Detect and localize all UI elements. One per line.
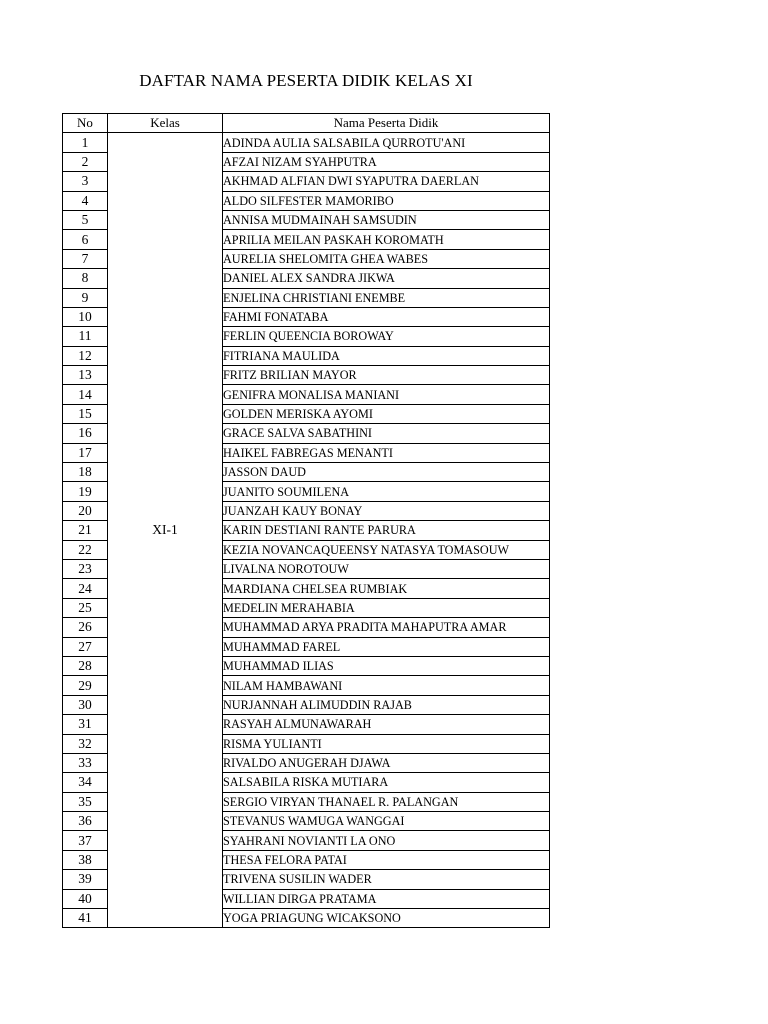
student-name: DANIEL ALEX SANDRA JIKWA <box>223 269 550 288</box>
student-name: MUHAMMAD FAREL <box>223 637 550 656</box>
row-number: 40 <box>63 889 108 908</box>
student-name: JUANITO SOUMILENA <box>223 482 550 501</box>
row-number: 6 <box>63 230 108 249</box>
row-number: 27 <box>63 637 108 656</box>
row-number: 16 <box>63 424 108 443</box>
student-name: SYAHRANI NOVIANTI LA ONO <box>223 831 550 850</box>
student-name: FITRIANA MAULIDA <box>223 346 550 365</box>
row-number: 31 <box>63 715 108 734</box>
row-number: 28 <box>63 656 108 675</box>
row-number: 5 <box>63 210 108 229</box>
student-name: GRACE SALVA SABATHINI <box>223 424 550 443</box>
student-name: RISMA YULIANTI <box>223 734 550 753</box>
student-name: AFZAI NIZAM SYAHPUTRA <box>223 152 550 171</box>
row-number: 33 <box>63 753 108 772</box>
row-number: 30 <box>63 695 108 714</box>
student-name: SALSABILA RISKA MUTIARA <box>223 773 550 792</box>
table-body <box>63 133 550 928</box>
student-name: ANNISA MUDMAINAH SAMSUDIN <box>223 210 550 229</box>
row-number: 32 <box>63 734 108 753</box>
student-name: NILAM HAMBAWANI <box>223 676 550 695</box>
row-number: 24 <box>63 579 108 598</box>
document-title: DAFTAR NAMA PESERTA DIDIK KELAS XI <box>139 71 473 90</box>
student-name: MEDELIN MERAHABIA <box>223 598 550 617</box>
row-number: 10 <box>63 307 108 326</box>
row-number: 1 <box>63 133 108 152</box>
row-number: 2 <box>63 152 108 171</box>
row-number: 39 <box>63 870 108 889</box>
row-number: 29 <box>63 676 108 695</box>
kelas-merged-cell: XI-1 <box>108 133 223 928</box>
student-name: GENIFRA MONALISA MANIANI <box>223 385 550 404</box>
row-number: 37 <box>63 831 108 850</box>
row-number: 7 <box>63 249 108 268</box>
row-number: 13 <box>63 366 108 385</box>
row-number: 17 <box>63 443 108 462</box>
row-number: 11 <box>63 327 108 346</box>
row-number: 34 <box>63 773 108 792</box>
student-name: HAIKEL FABREGAS MENANTI <box>223 443 550 462</box>
student-name: KARIN DESTIANI RANTE PARURA <box>223 521 550 540</box>
student-name: FERLIN QUEENCIA BOROWAY <box>223 327 550 346</box>
student-name: GOLDEN MERISKA AYOMI <box>223 404 550 423</box>
student-name: LIVALNA NOROTOUW <box>223 559 550 578</box>
student-name: JUANZAH KAUY BONAY <box>223 501 550 520</box>
row-number: 4 <box>63 191 108 210</box>
header-no: No <box>63 114 108 133</box>
row-number: 22 <box>63 540 108 559</box>
table-header-row <box>63 114 550 133</box>
row-number: 9 <box>63 288 108 307</box>
row-number: 14 <box>63 385 108 404</box>
row-number: 21 <box>63 521 108 540</box>
row-number: 8 <box>63 269 108 288</box>
student-name: WILLIAN DIRGA PRATAMA <box>223 889 550 908</box>
student-name: FRITZ BRILIAN MAYOR <box>223 366 550 385</box>
student-roster-table <box>62 113 550 928</box>
row-number: 36 <box>63 812 108 831</box>
student-name: ADINDA AULIA SALSABILA QURROTU'ANI <box>223 133 550 152</box>
header-kelas: Kelas <box>108 114 223 133</box>
student-name: ALDO SILFESTER MAMORIBO <box>223 191 550 210</box>
student-name: RASYAH ALMUNAWARAH <box>223 715 550 734</box>
student-name: YOGA PRIAGUNG WICAKSONO <box>223 909 550 928</box>
table-row <box>63 133 550 152</box>
student-name: APRILIA MEILAN PASKAH KOROMATH <box>223 230 550 249</box>
row-number: 35 <box>63 792 108 811</box>
row-number: 20 <box>63 501 108 520</box>
student-name: NURJANNAH ALIMUDDIN RAJAB <box>223 695 550 714</box>
student-name: AKHMAD ALFIAN DWI SYAPUTRA DAERLAN <box>223 172 550 191</box>
student-name: MUHAMMAD ILIAS <box>223 656 550 675</box>
student-name: STEVANUS WAMUGA WANGGAI <box>223 812 550 831</box>
row-number: 26 <box>63 618 108 637</box>
row-number: 41 <box>63 909 108 928</box>
row-number: 38 <box>63 850 108 869</box>
row-number: 19 <box>63 482 108 501</box>
student-name: MUHAMMAD ARYA PRADITA MAHAPUTRA AMAR <box>223 618 550 637</box>
student-name: THESA FELORA PATAI <box>223 850 550 869</box>
row-number: 25 <box>63 598 108 617</box>
student-name: RIVALDO ANUGERAH DJAWA <box>223 753 550 772</box>
student-name: ENJELINA CHRISTIANI ENEMBE <box>223 288 550 307</box>
row-number: 12 <box>63 346 108 365</box>
student-name: AURELIA SHELOMITA GHEA WABES <box>223 249 550 268</box>
student-name: TRIVENA SUSILIN WADER <box>223 870 550 889</box>
student-name: FAHMI FONATABA <box>223 307 550 326</box>
student-name: SERGIO VIRYAN THANAEL R. PALANGAN <box>223 792 550 811</box>
student-name: JASSON DAUD <box>223 463 550 482</box>
row-number: 23 <box>63 559 108 578</box>
row-number: 3 <box>63 172 108 191</box>
row-number: 15 <box>63 404 108 423</box>
row-number: 18 <box>63 463 108 482</box>
student-name: KEZIA NOVANCAQUEENSY NATASYA TOMASOUW <box>223 540 550 559</box>
student-name: MARDIANA CHELSEA RUMBIAK <box>223 579 550 598</box>
header-nama: Nama Peserta Didik <box>223 114 550 133</box>
